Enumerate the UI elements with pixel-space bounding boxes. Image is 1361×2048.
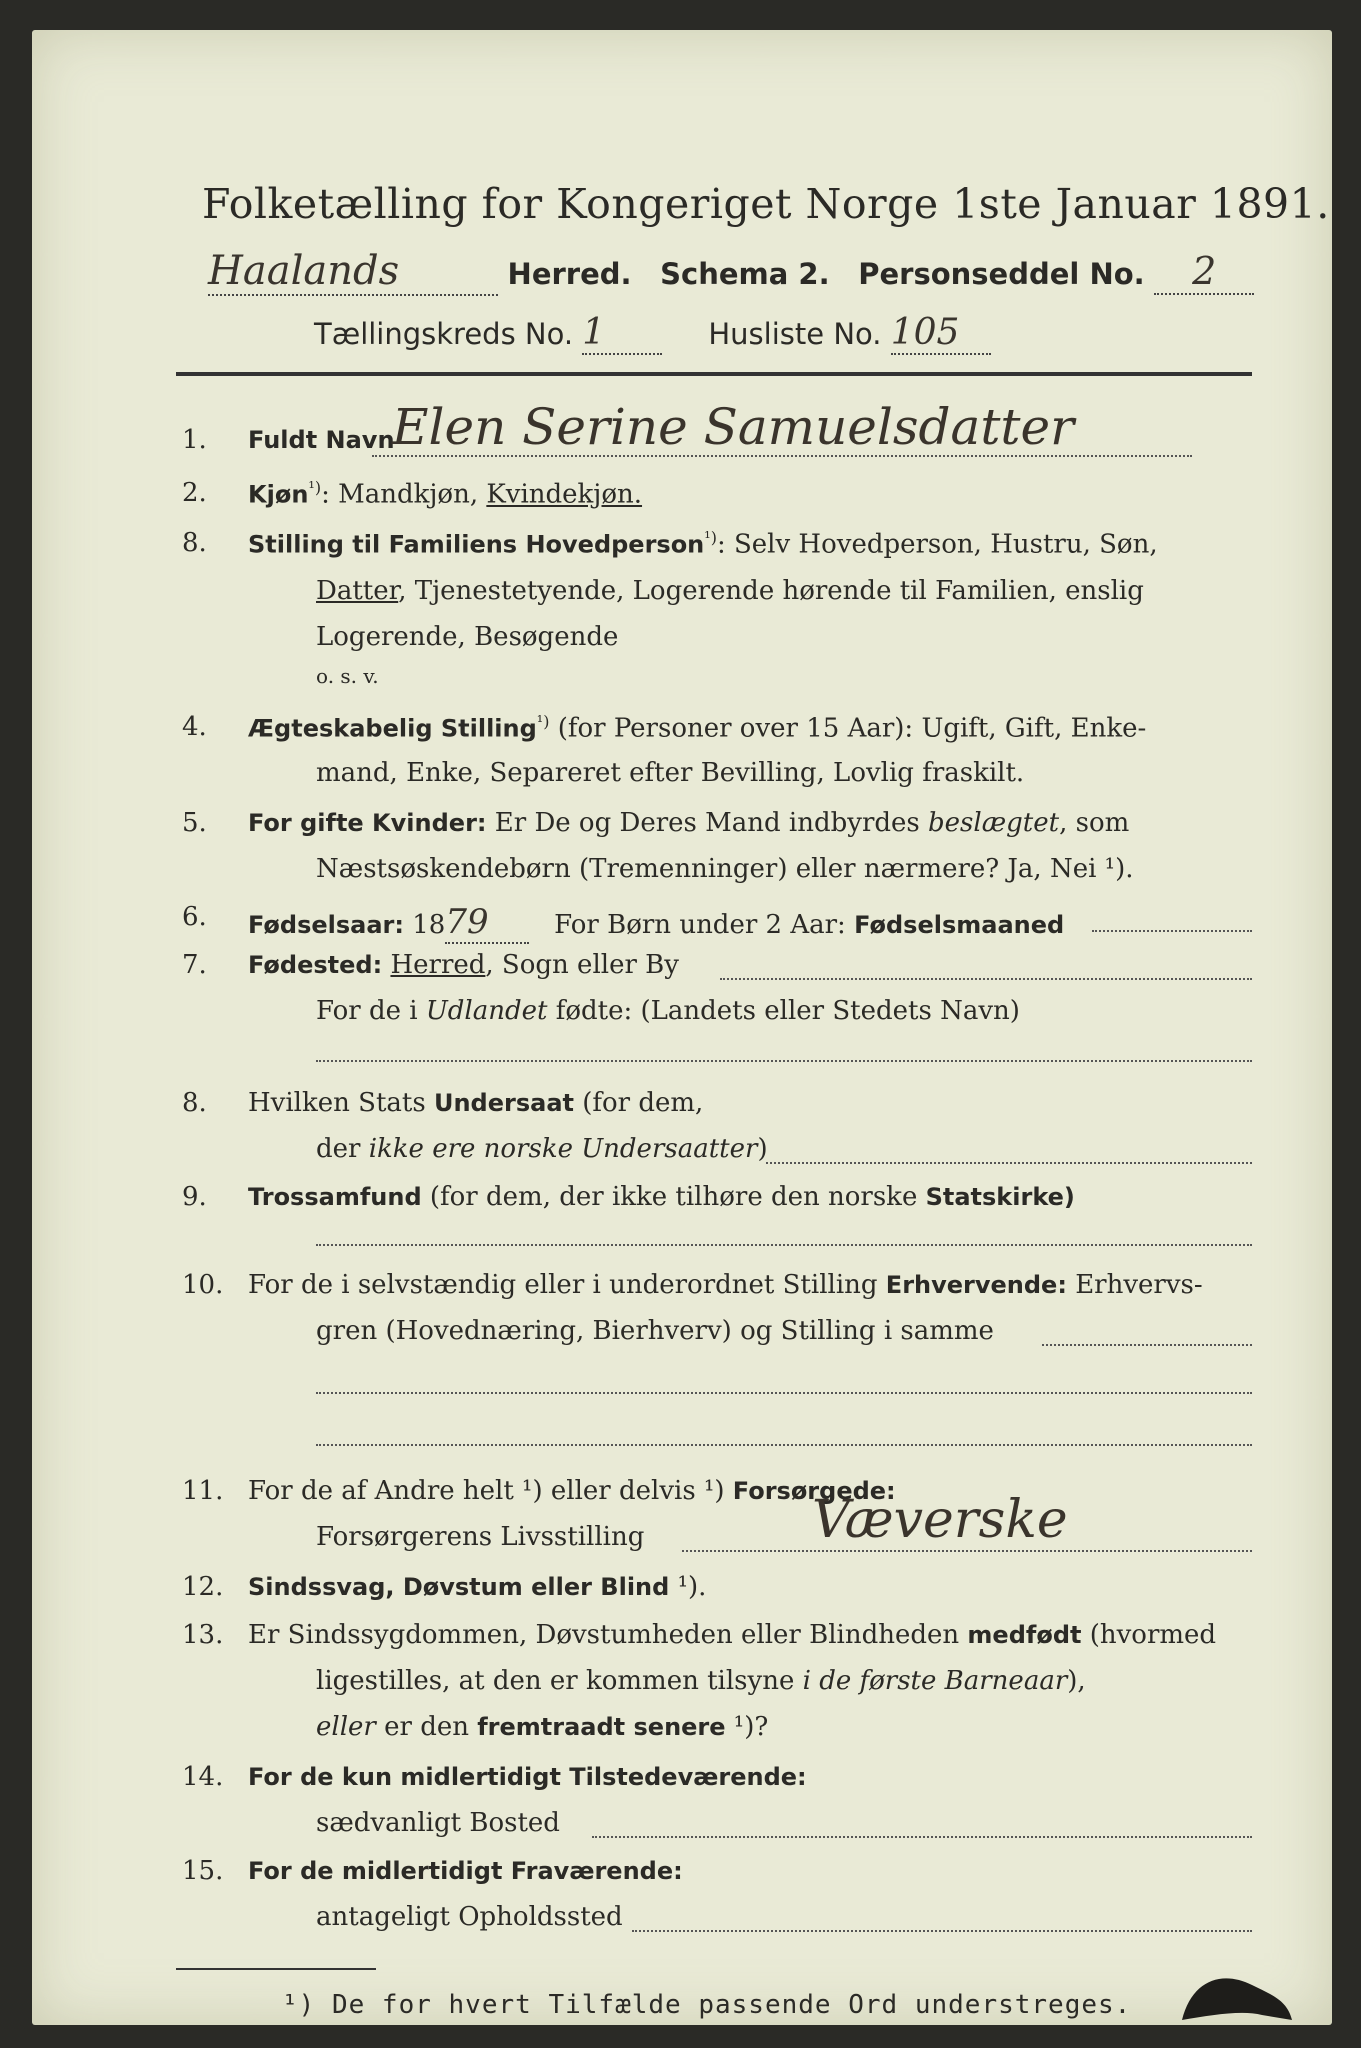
field-6-line: Fødselsaar: 1879 For Børn under 2 Aar: Fødselsmaaned (248, 902, 1065, 942)
field-1-label: Fuldt Navn (248, 426, 395, 454)
field-3-line-2: Datter, Tjenestetyende, Logerende hørende til Familien, enslig (316, 576, 1144, 606)
residence-dotted-line (592, 1836, 1252, 1838)
field-13-line-3: eller er den fremtraadt senere ¹)? (316, 1712, 769, 1742)
ink-blot-icon (1162, 1970, 1312, 2025)
field-12-line: Sindssvag, Døvstum eller Blind ¹). (248, 1572, 707, 1602)
personseddel-label: Personseddel No. (858, 257, 1145, 291)
full-name-value: Elen Serine Samuelsdatter (392, 398, 1075, 456)
datter-underlined: Datter (316, 576, 399, 606)
field-4-line-1: Ægteskabelig Stilling$^{^1)}$ (for Personer over 15 Aar): Ugift, Gift, Enke- (248, 712, 1147, 744)
field-10-number: 10. (182, 1270, 224, 1300)
foreign-dotted-line (316, 1060, 1252, 1062)
name-dotted-line (372, 455, 1192, 457)
field-7-number: 7. (182, 950, 207, 980)
field-11-line-1: For de af Andre helt ¹) eller delvis ¹) Forsørgede: (248, 1476, 896, 1506)
field-3-line-3: Logerende, Besøgende (316, 622, 619, 652)
field-13-line-1: Er Sindssygdommen, Døvstumheden eller Blindheden medfødt (hvormed (248, 1620, 1217, 1650)
field-15-line-1: For de midlertidigt Fraværende: (248, 1857, 683, 1885)
field-8-line-1: Hvilken Stats Undersaat (for dem, (248, 1088, 704, 1118)
field-7-line-2: For de i Udlandet fødte: (Landets eller Stedets Navn) (316, 996, 1020, 1026)
footnote: ¹) De for hvert Tilfælde passende Ord understreges. (282, 1990, 1132, 2020)
schema-label: Schema 2. (660, 257, 830, 291)
footnote-rule (176, 1968, 376, 1970)
personseddel-number: 2 (1154, 249, 1254, 295)
field-11-line-2: Forsørgerens Livsstilling (316, 1522, 645, 1552)
field-14-line-1: For de kun midlertidigt Tilstedeværende: (248, 1763, 807, 1791)
herred-name: Haalands (208, 248, 498, 296)
occupation-dotted-line-3 (316, 1444, 1252, 1446)
husliste-label: Husliste No. (708, 317, 882, 351)
field-5-line-2: Næstsøskendebørn (Tremenninger) eller nærmere? Ja, Nei ¹). (316, 854, 1134, 884)
field-15-line-2: antageligt Opholdssted (316, 1902, 623, 1932)
field-3-line-1: Stilling til Familiens Hovedperson$^{^1)}$: Selv Hovedperson, Hustru, Søn, (248, 528, 1158, 560)
herred-line (208, 248, 1254, 296)
field-9-line: Trossamfund (for dem, der ikke tilhøre den norske Statskirke) (248, 1182, 1075, 1212)
field-5-number: 5. (182, 808, 207, 838)
field-15-number: 15. (182, 1856, 224, 1886)
field-4-number: 4. (182, 712, 207, 742)
kreds-number: 1 (582, 312, 662, 355)
herred-label: Herred. (507, 257, 632, 291)
field-13-line-2: ligestilles, at den er kommen tilsyne i de første Barneaar), (316, 1666, 1086, 1696)
field-9-number: 9. (182, 1182, 207, 1212)
kreds-label: Tællingskreds No. (314, 317, 574, 351)
field-14-number: 14. (182, 1762, 224, 1792)
occupation-dotted-line-2 (316, 1392, 1252, 1394)
header-rule (176, 372, 1252, 376)
occupation-dotted-line-1 (1042, 1344, 1252, 1346)
field-10-line-2: gren (Hovednæring, Bierhverv) og Stilling i samme (316, 1316, 994, 1346)
kvindekjon-underlined: Kvindekjøn. (486, 479, 643, 510)
field-3-line-4: o. s. v. (316, 664, 379, 688)
field-6-number: 6. (182, 902, 207, 932)
birthplace-dotted-line (720, 978, 1252, 980)
nationality-dotted-line (766, 1162, 1252, 1164)
field-10-line-1: For de i selvstændig eller i underordnet Stilling Erhvervende: Erhvervs- (248, 1270, 1203, 1300)
field-8-number: 8. (182, 1088, 207, 1118)
field-7-line-1: Fødested: Herred, Sogn eller By (248, 950, 679, 980)
provider-dotted-line (682, 1550, 1252, 1552)
field-14-line-2: sædvanligt Bosted (316, 1808, 560, 1838)
field-4-line-2: mand, Enke, Separeret efter Bevilling, Lovlig fraskilt. (316, 758, 1025, 788)
religion-dotted-line (316, 1244, 1252, 1246)
form-title: Folketælling for Kongeriget Norge 1ste Januar 1891. (202, 180, 1330, 228)
field-5-line-1: For gifte Kvinder: Er De og Deres Mand indbyrdes beslægtet, som (248, 808, 1130, 838)
birth-year-value: 79 (445, 902, 529, 944)
census-form-page (32, 30, 1332, 2025)
field-8-line-2: der ikke ere norske Undersaatter) (316, 1134, 768, 1164)
field-3-number: 8. (182, 528, 207, 558)
kreds-line (314, 312, 991, 355)
field-1-number: 1. (182, 425, 207, 455)
field-2-text: Kjøn$^{^1)}$: Mandkjøn, Kvindekjøn. (248, 478, 643, 510)
field-2-number: 2. (182, 478, 207, 508)
husliste-number: 105 (891, 312, 991, 355)
provider-occupation-value: Væverske (812, 1490, 1068, 1550)
month-dotted-line (1092, 930, 1252, 932)
herred-underlined: Herred (390, 950, 486, 980)
field-12-number: 12. (182, 1572, 224, 1602)
field-13-number: 13. (182, 1620, 224, 1650)
field-11-number: 11. (182, 1476, 224, 1506)
abode-dotted-line (632, 1930, 1252, 1932)
